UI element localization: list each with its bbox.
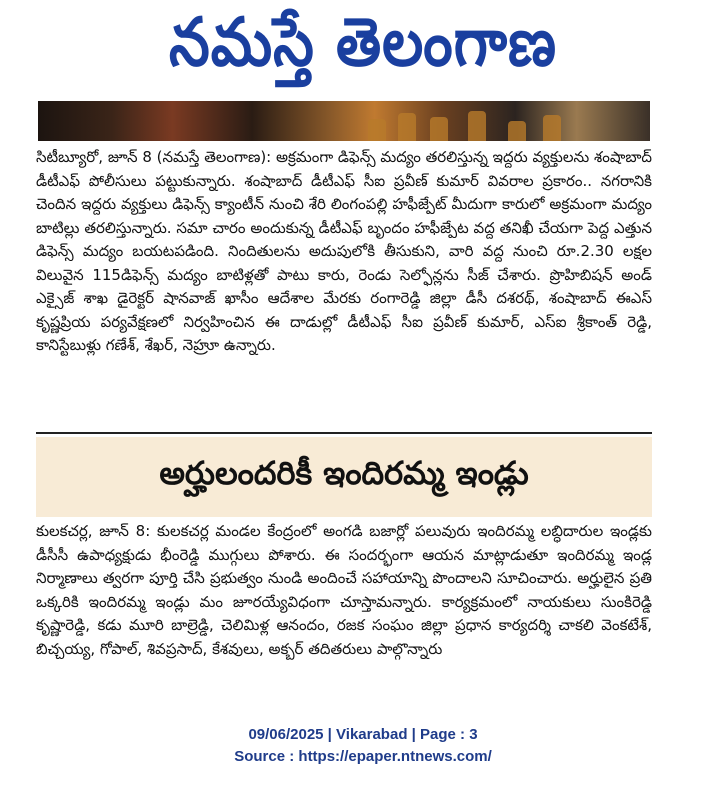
article-body: కులకచర్ల, జూన్ 8: కులకచర్ల మండల కేంద్రంలో అంగడి బజార్లో పలువురు ఇందిరమ్మ లబ్ధిదారుల ఇండ్లకు డీసీసీ ఉపాధ్యక్షుడు భీంరెడ్డి ముగ్గులు పోశారు. ఈ సందర్భంగా ఆయన మాట్లాడుతూ ఇందిరమ్మ ఇండ్ల నిర్మాణాలు త్వరగా పూర్తి చేసి ప్రభుత్వం నుండి అందించే సహాయాన్ని పొందాలని సూచించారు. అర్హులైన ప్రతి ఒక్కరికి ఇందిరమ్మ ఇండ్లు మం జూరయ్యేవిధంగా చూస్తామన్నారు. కార్యక్రమంలో నాయకులు సుంకిరెడ్డి కృష్ణారెడ్డి, కడు మూరి బాల్రెడ్డి, చెలిమిళ్ల ఆనందం, రజక సంఘం జిల్లా ప్రధాన కార్యదర్శి చాకలి వెంకటేశ్, బిచ్చయ్య, గోపాల్, శివప్రసాద్, కేశవులు, అక్బర్ తదితరులు పాల్గొన్నారు <box>36 522 652 658</box>
section-divider <box>36 432 652 434</box>
masthead-title: నమస్తే తెలంగాణ <box>169 2 557 81</box>
footer-edition-info: 09/06/2025 | Vikarabad | Page : 3 <box>248 726 478 743</box>
article-liquor-seizure <box>36 146 652 358</box>
article-body: సిటీబ్యూరో, జూన్ 8 (నమస్తే తెలంగాణ): అక్రమంగా డిఫెన్స్ మద్యం తరలిస్తున్న ఇద్దరు వ్యక్తులను శంషాబాద్ డీటీఎఫ్ పోలీసులు పట్టుకున్నారు. శంషాబాద్ డీటీఎఫ్ సీఐ ప్రవీణ్ కుమార్ వివరాల ప్రకారం.. నగరానికి చెందిన ఇద్దరు వ్యక్తులు డిఫెన్స్ క్యాంటీన్ నుంచి శేరి లింగంపల్లి హఫీజ్పేట్ మీదుగా కారులో అక్రమంగా మద్యం బాటిల్లు తరలిస్తున్నారు. సమా చారం అందుకున్న డీటీఎఫ్ బృందం హఫీజ్పేట వద్ద తనిఖీ చేయగా పెద్ద ఎత్తున డిఫెన్స్ మద్యం బయటపడింది. నిందితులను అదుపులోకి తీసుకుని, వారి వద్ద నుంచి రూ.2.30 లక్షల విలువైన 115డిఫెన్స్ మద్యం బాటిళ్లతో పాటు కారు, రెండు సెల్ఫోన్లను సీజ్ చేశారు. ప్రొహిబిషన్ అండ్ ఎక్సైజ్ శాఖ డైరెక్టర్ షానవాజ్ ఖాసీం ఆదేశాల మేరకు రంగారెడ్డి జిల్లా డీసీ దశరథ్, శంషాబాద్ ఈఎస్ కృష్ణప్రియ పర్యవేక్షణలో నిర్వహించిన ఈ దాడుల్లో డీటీఎఫ్ సీఐ ప్రవీణ్ కుమార్, ఎస్ఐ శ్రీకాంత్ రెడ్డి, కానిస్టేబుళ్లు గణేశ్, శేఖర్, నెహ్రూ ఉన్నారు. <box>36 148 652 354</box>
article-photo <box>38 101 650 141</box>
footer-source[interactable]: Source : https://epaper.ntnews.com/ <box>234 748 492 765</box>
masthead <box>0 0 726 100</box>
article-indiramma-houses <box>36 520 652 661</box>
footer <box>0 724 726 768</box>
headline-box <box>36 437 652 517</box>
article-headline: అర్హులందరికీ ఇందిరమ్మ ఇండ్లు <box>159 454 529 492</box>
